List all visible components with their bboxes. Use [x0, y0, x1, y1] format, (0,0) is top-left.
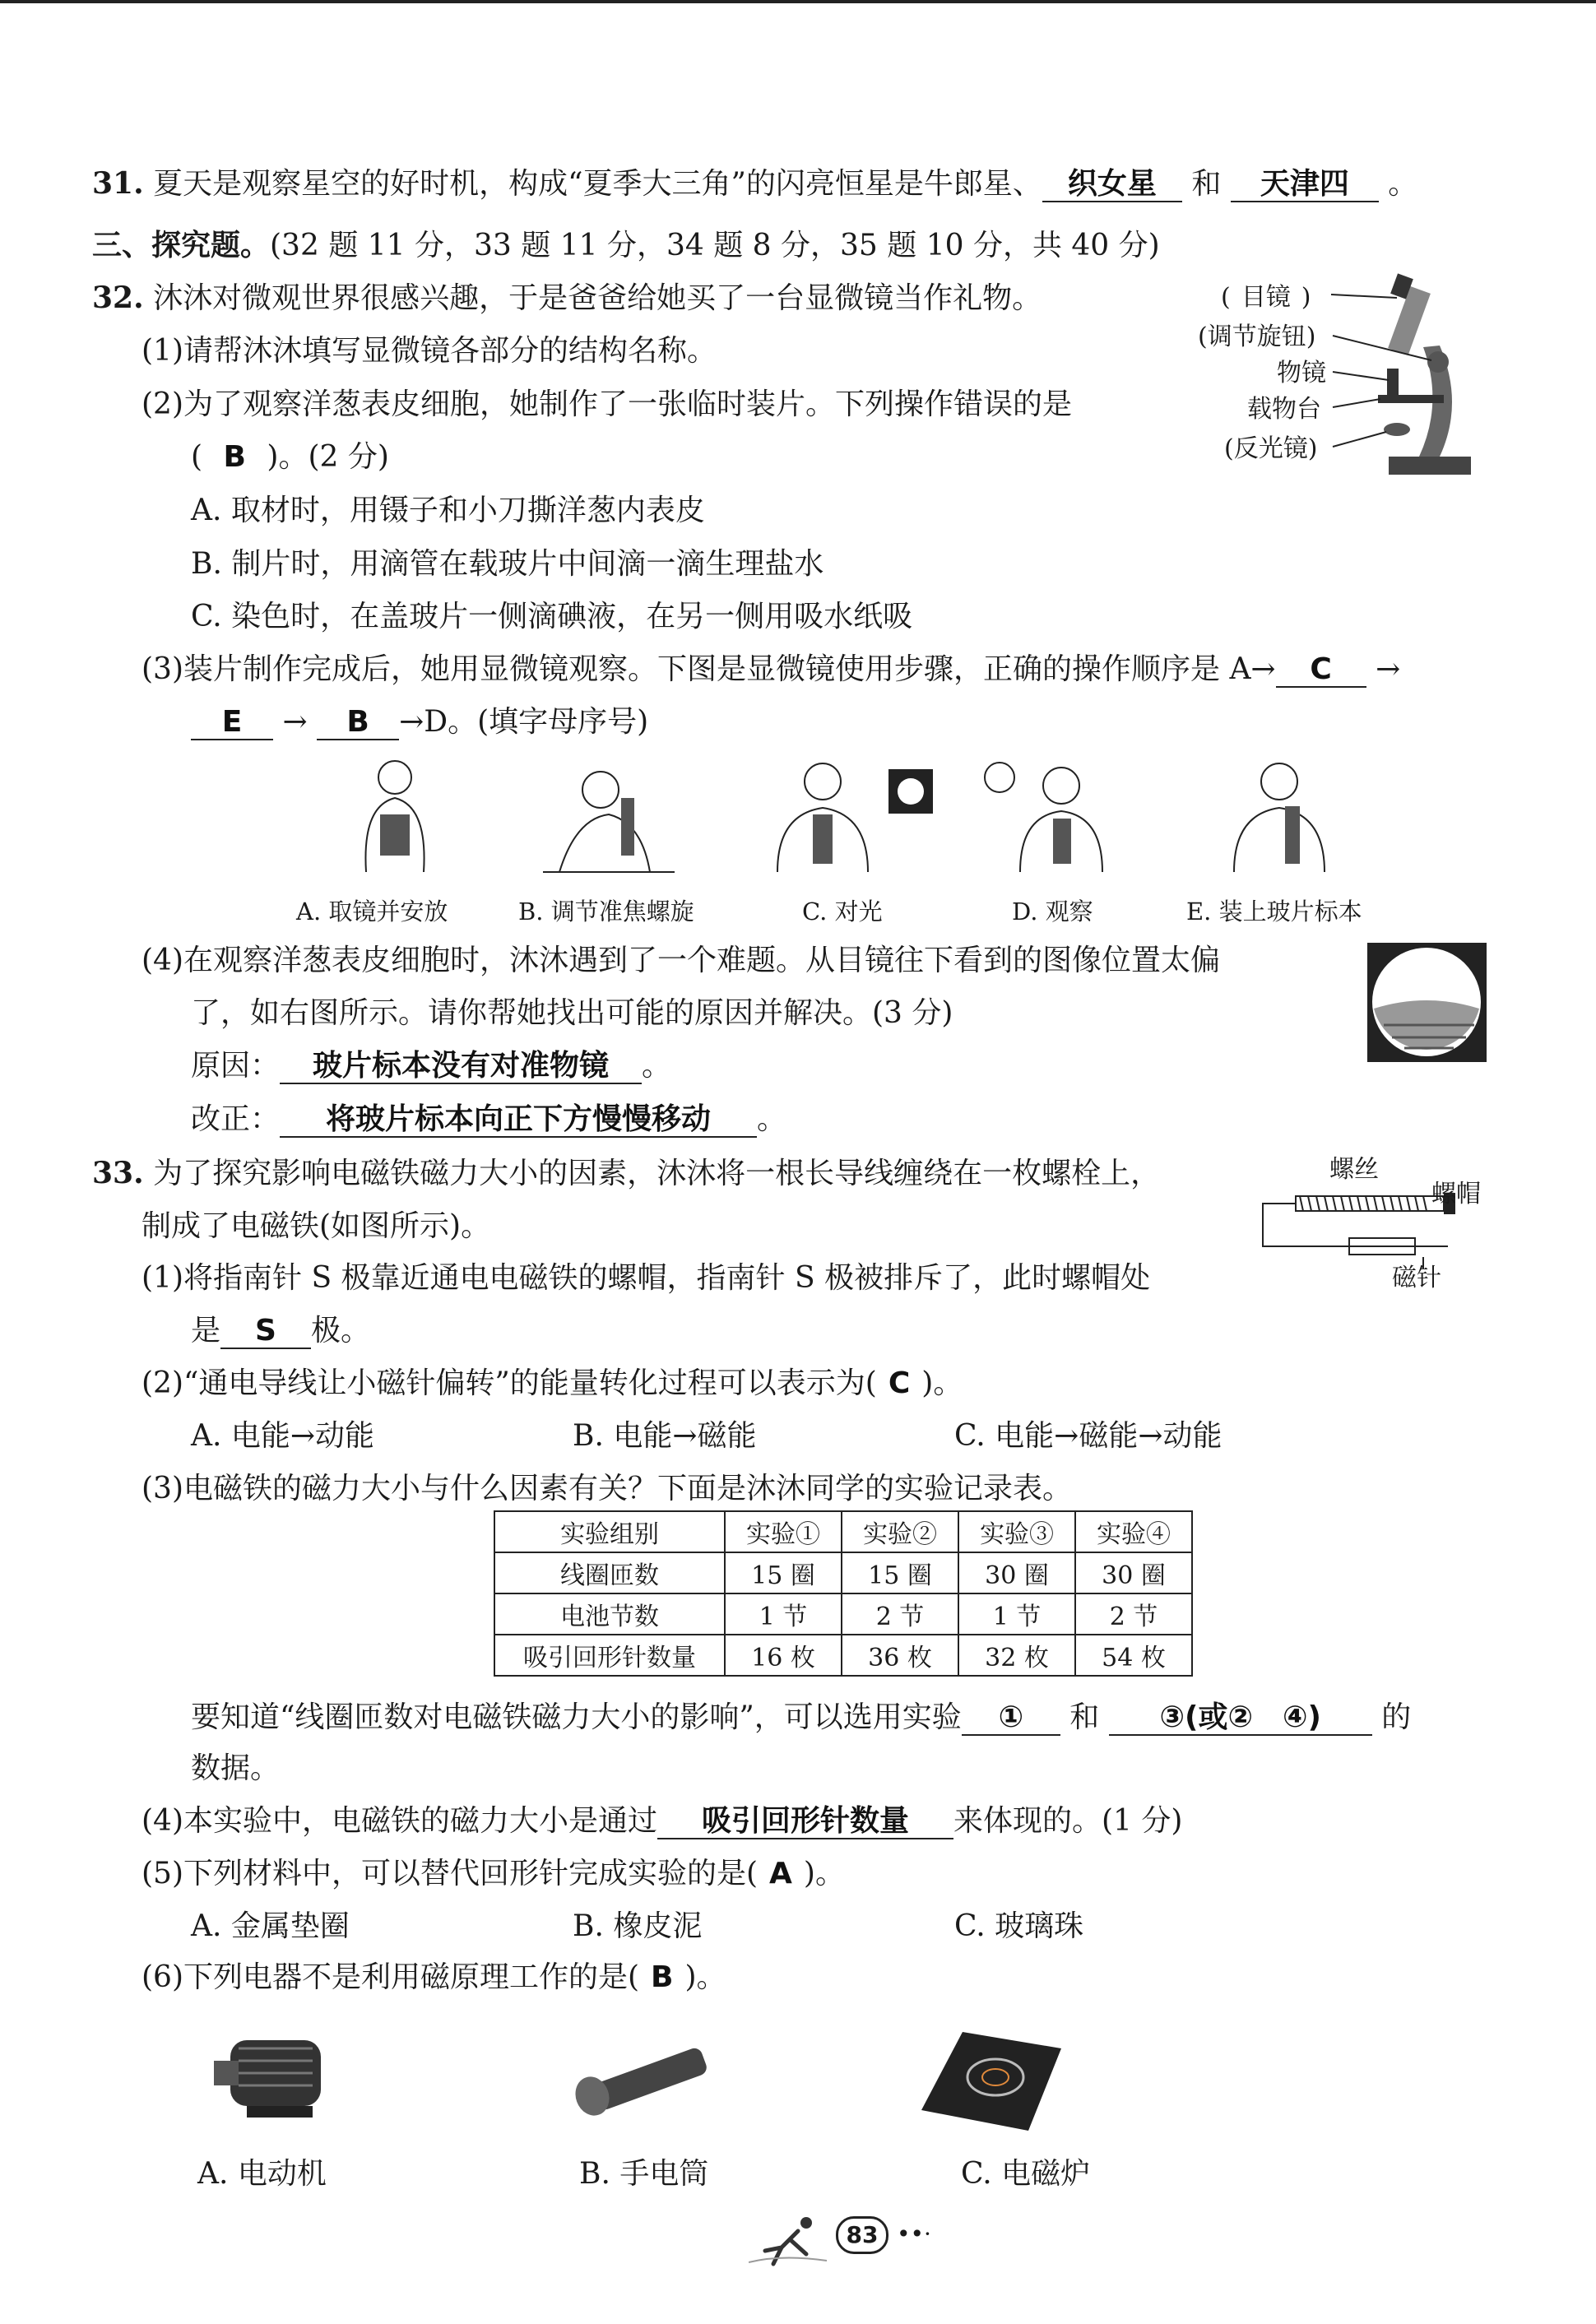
table-cell: 1 节 — [725, 1593, 842, 1635]
table-row — [494, 1593, 1192, 1635]
q33-p4-post: 来体现的。(1 分) — [953, 1804, 1183, 1838]
q33-p3q-end: 的 — [1381, 1700, 1412, 1734]
q33-p5-end: )。 — [803, 1857, 845, 1890]
micro-label-knob: (调节旋钮) — [1198, 322, 1316, 351]
q33-p4-answer: 吸引回形针数量 — [657, 1805, 953, 1839]
q33-p1-post: 极。 — [311, 1314, 371, 1348]
microscope-knob — [1427, 351, 1449, 373]
q33-p2-answer: C — [888, 1366, 911, 1400]
q33-p6-option-c: C. 电磁炉 — [961, 2157, 1091, 2191]
microscope-mirror — [1384, 423, 1410, 436]
table-header-cell: 实验① — [725, 1511, 842, 1552]
micro-label-objective: 物镜 — [1277, 359, 1326, 387]
q32-p3-end: →D。(填字母序号) — [399, 705, 649, 739]
table-header-cell: 实验④ — [1075, 1511, 1192, 1552]
q31-line — [92, 162, 1417, 206]
step-a-illustration — [365, 761, 424, 872]
q33-p6-text: (6)下列电器不是利用磁原理工作的是( — [142, 1960, 640, 1994]
q33-part1-cont — [191, 1310, 370, 1352]
steps-figure — [329, 757, 1399, 880]
q33-number: 33. — [92, 1156, 144, 1190]
step-e-illustration — [1234, 763, 1325, 872]
table-cell: 电池节数 — [494, 1593, 725, 1635]
q32-option-c: C. 染色时，在盖玻片一侧滴碘液，在另一侧用吸水纸吸 — [191, 600, 913, 633]
q33-p2-option-b: B. 电能→磁能 — [573, 1419, 757, 1453]
step-a-caption: A. 取镜并安放 — [296, 898, 448, 925]
fig-label-needle: 磁针 — [1392, 1264, 1441, 1292]
step-d-illustration — [985, 763, 1102, 872]
q32-part2-answer-line — [191, 436, 389, 479]
top-rule — [0, 0, 1596, 3]
q33-part1: (1)将指南针 S 极靠近通电电磁铁的螺帽，指南针 S 极被排斥了，此时螺帽处 — [142, 1261, 1151, 1295]
table-row — [494, 1635, 1192, 1676]
q33-p6-end: )。 — [684, 1960, 726, 1994]
microscope-tube — [1388, 286, 1431, 355]
fig-label-bolt: 螺丝 — [1329, 1155, 1379, 1184]
table-cell: 2 节 — [1075, 1593, 1192, 1635]
q32-p2-close: )。(2 分) — [267, 440, 389, 474]
q32-p3-text: (3)装片制作完成后，她用显微镜观察。下图是显微镜使用步骤，正确的操作顺序是 A→ — [142, 652, 1276, 686]
q33-p5-option-b: B. 橡皮泥 — [573, 1909, 703, 1943]
micro-l1-open: ( — [1221, 283, 1231, 312]
table-cell: 15 圈 — [842, 1552, 958, 1593]
q33-p6-option-b: B. 手电筒 — [579, 2157, 709, 2191]
q32-stem — [92, 276, 1042, 320]
electric-motor-icon — [214, 2040, 321, 2118]
q32-number: 32. — [92, 281, 144, 315]
offset-view-figure — [1367, 943, 1487, 1062]
q31-end: 。 — [1388, 167, 1418, 201]
q33-stem-cont: 制成了电磁铁(如图所示)。 — [142, 1209, 491, 1243]
page-number-dots: ••· — [897, 2220, 931, 2247]
q33-p1-answer: S — [220, 1315, 311, 1349]
q32-fix-end: 。 — [757, 1102, 787, 1136]
q33-p6-answer: B — [651, 1960, 674, 1994]
q32-p3-answer-1: C — [1276, 653, 1366, 688]
table-cell: 54 枚 — [1075, 1635, 1192, 1676]
q33-p1-pre: 是 — [191, 1314, 221, 1348]
q32-part4: (4)在观察洋葱表皮细胞时，沐沐遇到了一个难题。从目镜往下看到的图像位置太偏 — [142, 944, 1220, 977]
q32-option-a: A. 取材时，用镊子和小刀撕洋葱内表皮 — [191, 494, 705, 527]
q31-answer-1: 织女星 — [1042, 168, 1182, 202]
q32-part3-cont — [191, 701, 648, 744]
micro-l1-text: 目镜 — [1241, 283, 1291, 312]
q31-and: 和 — [1191, 167, 1222, 201]
step-b-illustration — [543, 772, 675, 872]
q32-p3-answer-2: E — [191, 706, 273, 740]
step-e-caption: E. 装上玻片标本 — [1186, 898, 1362, 925]
micro-label-mirror: (反光镜) — [1224, 434, 1318, 463]
induction-cooker-icon — [921, 2032, 1061, 2131]
table-cell: 15 圈 — [725, 1552, 842, 1593]
runner-logo-icon — [749, 2213, 831, 2271]
q33-p5-option-a: A. 金属垫圈 — [191, 1909, 350, 1943]
q32-p2-open: ( — [191, 440, 203, 474]
q33-p3q-cont: 数据。 — [191, 1751, 281, 1785]
q33-p3q-mid: 和 — [1069, 1700, 1100, 1734]
experiment-table — [494, 1510, 1193, 1677]
table-cell: 30 圈 — [1075, 1552, 1192, 1593]
q32-p3-arrow-2: → — [282, 705, 308, 739]
q33-p3q-pre: 要知道“线圈匝数对电磁铁磁力大小的影响”，可以选用实验 — [191, 1700, 962, 1734]
q32-part2: (2)为了观察洋葱表皮细胞，她制作了一张临时装片。下列操作错误的是 — [142, 387, 1072, 421]
q32-part1: (1)请帮沐沐填写显微镜各部分的结构名称。 — [142, 334, 717, 368]
q33-stem-text: 为了探究影响电磁铁磁力大小的因素，沐沐将一根长导线缠绕在一枚螺栓上， — [153, 1157, 1161, 1190]
q33-part2 — [142, 1362, 963, 1405]
q32-fix-line — [191, 1098, 786, 1141]
step-c-illustration — [777, 763, 933, 872]
flashlight-icon — [570, 2046, 709, 2120]
q33-p2-end: )。 — [921, 1366, 963, 1400]
section3-scores: (32 题 11 分，33 题 11 分，34 题 8 分，35 题 10 分，共 40 分) — [270, 229, 1160, 262]
q33-part5 — [142, 1853, 845, 1895]
microscope-stage — [1378, 395, 1444, 403]
table-cell: 线圈匝数 — [494, 1552, 725, 1593]
table-header-cell: 实验③ — [958, 1511, 1075, 1552]
q32-fix-answer: 将玻片标本向正下方慢慢移动 — [280, 1103, 757, 1138]
micro-label-stage: 载物台 — [1247, 395, 1321, 424]
q31-answer-2: 天津四 — [1231, 168, 1379, 202]
q33-part6 — [142, 1956, 726, 1999]
q31-number: 31. — [92, 166, 144, 201]
q31-text: 夏天是观察星空的好时机，构成“夏季大三角”的闪亮恒星是牛郎星、 — [153, 167, 1042, 201]
q33-p5-text: (5)下列材料中，可以替代回形针完成实验的是( — [142, 1857, 759, 1890]
fig-label-cap: 螺帽 — [1431, 1180, 1481, 1208]
section3-title: 三、探究题。 — [92, 228, 271, 262]
q32-p3-arrow: → — [1376, 652, 1401, 686]
table-cell: 1 节 — [958, 1593, 1075, 1635]
q32-part4-cont: 了，如右图所示。请你帮她找出可能的原因并解决。(3 分) — [191, 996, 953, 1030]
section3-heading — [92, 224, 1160, 267]
q32-option-b: B. 制片时，用滴管在载玻片中间滴一滴生理盐水 — [191, 547, 824, 581]
q33-p2-text: (2)“通电导线让小磁针偏转”的能量转化过程可以表示为( — [142, 1366, 877, 1400]
table-header-row — [494, 1511, 1192, 1552]
q32-part3 — [142, 648, 1400, 691]
step-d-caption: D. 观察 — [1012, 898, 1093, 925]
table-cell: 30 圈 — [958, 1552, 1075, 1593]
table-cell: 2 节 — [842, 1593, 958, 1635]
q32-p2-answer: B — [223, 440, 246, 474]
table-header-cell: 实验组别 — [494, 1511, 725, 1552]
micro-l1-close: ) — [1301, 283, 1311, 312]
page-number: 83 — [836, 2216, 888, 2254]
step-c-caption: C. 对光 — [802, 898, 883, 925]
q33-p2-option-a: A. 电能→动能 — [191, 1419, 375, 1453]
q32-reason-label: 原因： — [191, 1049, 281, 1083]
q33-part4 — [142, 1800, 1182, 1843]
table-row — [494, 1552, 1192, 1593]
table-header-cell: 实验② — [842, 1511, 958, 1552]
q33-p3-answer-2: ③(或② ④) — [1109, 1701, 1372, 1736]
q32-p3-answer-3: B — [317, 706, 399, 740]
q33-part3: (3)电磁铁的磁力大小与什么因素有关？下面是沐沐同学的实验记录表。 — [142, 1472, 1072, 1505]
table-cell: 32 枚 — [958, 1635, 1075, 1676]
q32-fix-label: 改正： — [191, 1102, 281, 1136]
table-cell: 16 枚 — [725, 1635, 842, 1676]
q33-p3-answer-1: ① — [962, 1701, 1060, 1736]
q33-part3-question — [191, 1696, 1411, 1739]
q33-p6-option-a: A. 电动机 — [197, 2157, 327, 2191]
q33-p2-option-c: C. 电能→磁能→动能 — [954, 1419, 1223, 1453]
table-cell: 36 枚 — [842, 1635, 958, 1676]
q32-reason-end: 。 — [642, 1049, 672, 1083]
q32-stem-text: 沐沐对微观世界很感兴趣，于是爸爸给她买了一台显微镜当作礼物。 — [153, 281, 1042, 315]
table-cell: 吸引回形针数量 — [494, 1635, 725, 1676]
q33-p4-pre: (4)本实验中，电磁铁的磁力大小是通过 — [142, 1804, 657, 1838]
q33-stem — [92, 1152, 1160, 1195]
q32-reason-answer: 玻片标本没有对准物镜 — [280, 1050, 642, 1084]
step-b-caption: B. 调节准焦螺旋 — [518, 898, 694, 925]
q33-p5-answer: A — [769, 1857, 792, 1890]
microscope-objective — [1387, 369, 1399, 395]
micro-label-eyepiece — [1221, 276, 1311, 319]
q32-reason-line — [191, 1045, 671, 1088]
microscope-base — [1389, 457, 1471, 475]
q33-p5-option-c: C. 玻璃珠 — [954, 1909, 1084, 1943]
appliances-figure — [197, 2016, 1152, 2147]
